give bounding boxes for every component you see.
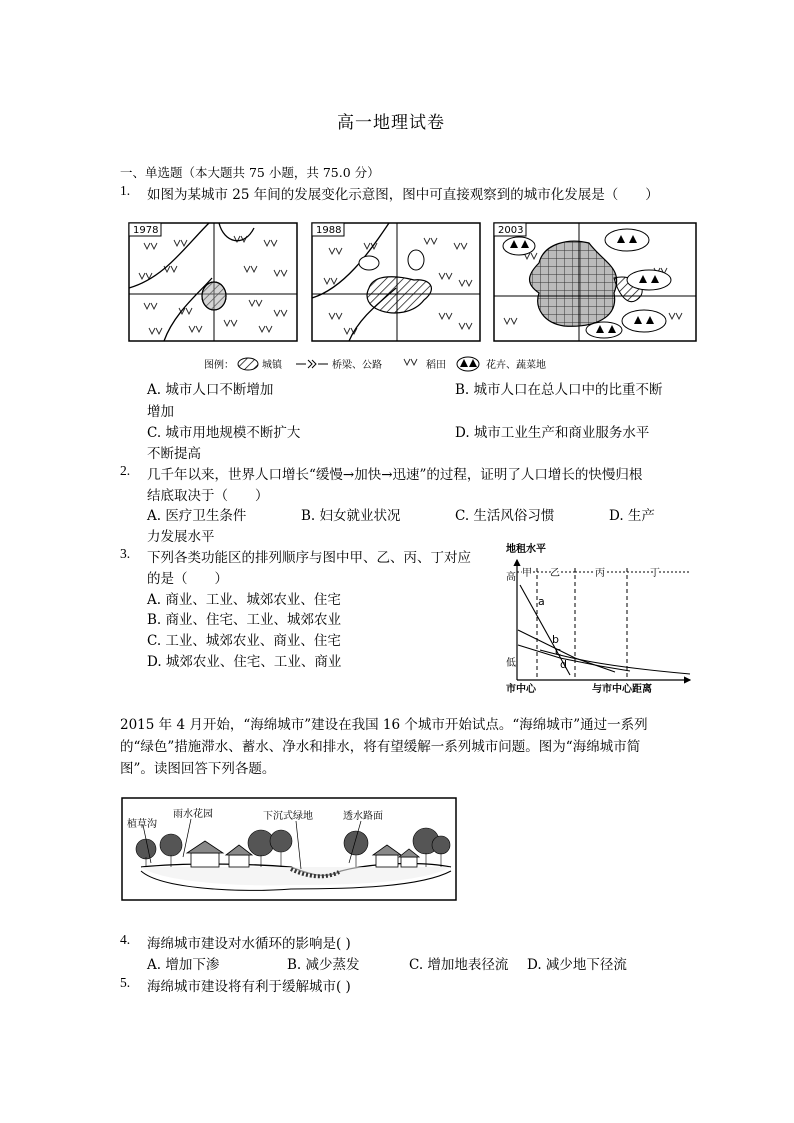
q3-text-line2: 的是（ ） (147, 571, 228, 587)
graph-ylabel: 地租水平 (506, 544, 546, 555)
q2-option-d[interactable]: D. 生产 (609, 508, 655, 524)
q2-number: 2. (120, 463, 131, 478)
curve-label-a: a (538, 595, 545, 608)
q2-option-d-cont: 力发展水平 (147, 529, 215, 545)
graph-xlabel: 与市中心距离 (592, 684, 652, 695)
legend-prefix: 图例： (204, 360, 234, 371)
q1-text: 如图为某城市 25 年间的发展变化示意图，图中可直接观察到的城市化发展是（ ） (147, 187, 659, 203)
label-rain-garden: 雨水花园 (173, 809, 213, 820)
urban-development-maps (124, 218, 699, 378)
q2-text-line2: 结底取决于（ ） (147, 488, 269, 504)
q3-option-a[interactable]: A. 商业、工业、城郊农业、住宅 (147, 592, 341, 608)
curve-label-c: c (555, 645, 562, 658)
q1-number: 1. (120, 183, 131, 198)
map-1988 (312, 223, 480, 341)
passage-line2: 的“绿色”措施滞水、蓄水、净水和排水，将有望缓解一系列城市问题。图为“海绵城市简 (120, 739, 641, 755)
q4-number: 4. (120, 932, 131, 947)
map-2003 (494, 223, 696, 341)
q3-option-d[interactable]: D. 城郊农业、住宅、工业、商业 (147, 654, 342, 670)
q1-option-d-cont: 不断提高 (147, 446, 201, 462)
map-year-1988: 1988 (316, 225, 342, 236)
graph-high-label: 高 (506, 572, 516, 583)
q4-option-a[interactable]: A. 增加下渗 (147, 957, 220, 973)
zone-yi: 乙 (550, 568, 560, 579)
zone-bing: 丙 (595, 568, 605, 579)
q1-option-c[interactable]: C. 城市用地规模不断扩大 (147, 425, 301, 441)
label-permeable-pavement: 透水路面 (343, 811, 383, 822)
q1-option-d[interactable]: D. 城市工业生产和商业服务水平 (455, 425, 650, 441)
map-legend (204, 357, 546, 371)
legend-town-swatch (238, 358, 258, 370)
passage-line3: 图”。读图回答下列各题。 (120, 761, 276, 777)
label-sunken-green: 下沉式绿地 (263, 811, 313, 822)
graph-low-label: 低 (506, 658, 516, 669)
sponge-city-figure (121, 797, 457, 901)
zone-jia: 甲 (522, 568, 532, 579)
legend-flower-swatch (457, 357, 479, 371)
q1-option-b-cont: 增加 (147, 404, 174, 420)
q5-text: 海绵城市建设将有利于缓解城市( ) (147, 979, 351, 995)
legend-paddy: 稻田 (426, 360, 446, 371)
q1-option-b[interactable]: B. 城市人口在总人口中的比重不断 (455, 382, 663, 398)
label-grass-swale: 植草沟 (127, 819, 157, 830)
section-heading: 一、单选题（本大题共 75 小题，共 75.0 分） (120, 165, 380, 180)
legend-bridge-symbol (296, 360, 328, 368)
curve-label-d: d (560, 658, 567, 671)
q2-option-b[interactable]: B. 妇女就业状况 (301, 508, 401, 524)
q3-number: 3. (120, 546, 131, 561)
map-1978 (129, 223, 297, 341)
q3-text-line1: 下列各类功能区的排列顺序与图中甲、乙、丙、丁对应 (147, 550, 471, 566)
q4-option-b[interactable]: B. 减少蒸发 (287, 957, 360, 973)
q4-option-c[interactable]: C. 增加地表径流 (409, 957, 509, 973)
page-title: 高一地理试卷 (337, 113, 445, 133)
q2-text-line1: 几千年以来，世界人口增长“缓慢→加快→迅速”的过程，证明了人口增长的快慢归根 (147, 467, 643, 483)
legend-town: 城镇 (262, 360, 282, 371)
q2-option-c[interactable]: C. 生活风俗习惯 (455, 508, 555, 524)
land-rent-graph (500, 540, 700, 695)
curve-label-b: b (552, 633, 559, 646)
q2-option-a[interactable]: A. 医疗卫生条件 (147, 508, 247, 524)
graph-origin-label: 市中心 (506, 684, 536, 695)
q4-text: 海绵城市建设对水循环的影响是( ) (147, 936, 351, 952)
passage-line1: 2015 年 4 月开始，“海绵城市”建设在我国 16 个城市开始试点。“海绵城市”通过一系列 (120, 717, 648, 733)
map-year-2003: 2003 (498, 225, 524, 236)
q5-number: 5. (120, 975, 131, 990)
q1-option-a[interactable]: A. 城市人口不断增加 (147, 382, 274, 398)
zone-ding: 丁 (650, 568, 660, 579)
q3-option-b[interactable]: B. 商业、住宅、工业、城郊农业 (147, 612, 342, 628)
legend-flower-veg: 花卉、蔬菜地 (486, 360, 546, 371)
legend-paddy-symbol (404, 359, 417, 365)
map-year-1978: 1978 (133, 225, 159, 236)
q4-option-d[interactable]: D. 减少地下径流 (527, 957, 627, 973)
legend-bridge-road: 桥梁、公路 (332, 360, 382, 371)
q3-option-c[interactable]: C. 工业、城郊农业、商业、住宅 (147, 633, 341, 649)
